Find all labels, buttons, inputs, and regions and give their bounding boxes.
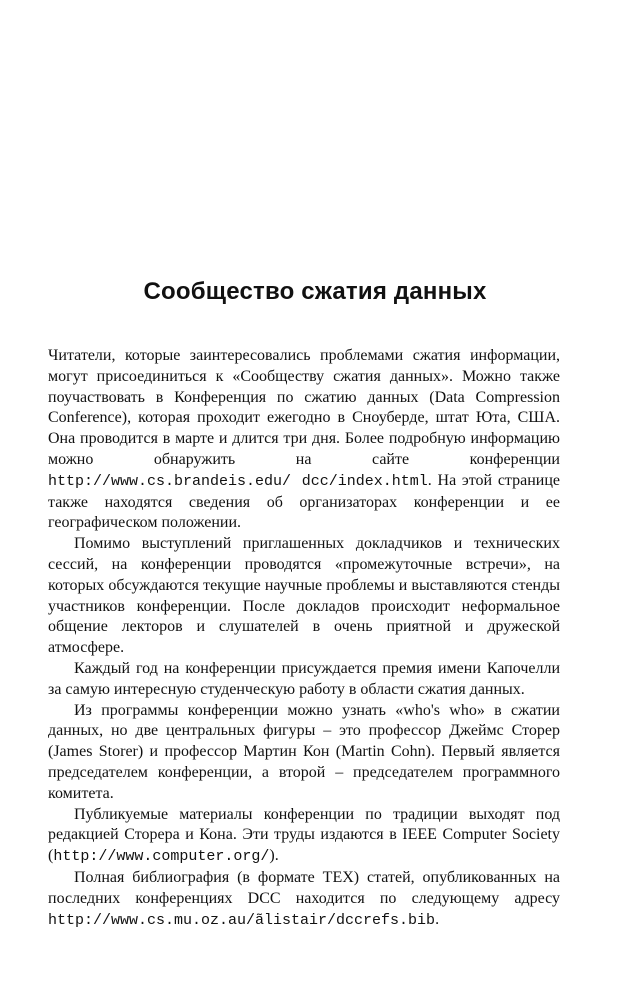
paragraph-bibliography xyxy=(48,868,560,931)
paragraph-bibliography-text: Полная библиография (в формате TEX) статей, опубликованных на последних конференциях DCC находится по следующему адресу xyxy=(48,868,560,907)
page-title: Сообщество сжатия данных xyxy=(143,278,487,305)
paragraph-sessions: Помимо выступлений приглашенных докладчиков и технических сессий, на конференции проводятся «промежуточные встречи», на которых обсуждаются текущие научные проблемы и выставляются стенды участников конференции. После докладов происходит неформальное общение лекторов и слушателей в очень приятной и дружеской атмосфере. xyxy=(48,535,560,657)
paragraph-bibliography-text-end: . xyxy=(435,910,440,928)
paragraph-proceedings-text: Публикуемые материалы конференции по традиции выходят под редакцией Сторера и Кона. Эти труды издаются в IEEE Computer Society ( xyxy=(48,805,560,865)
bibliography-url-link[interactable]: http://www.cs.mu.oz.au/ãlistair/dccrefs.bib xyxy=(48,911,436,929)
computer-org-url-link[interactable]: http://www.computer.org/ xyxy=(53,848,270,866)
paragraph-prize: Каждый год на конференции присуждается премия имени Капочелли за самую интересную студенческую работу в области сжатия данных. xyxy=(48,659,560,698)
paragraph-intro-text: Читатели, которые заинтересовались проблемами сжатия информации, могут присоединиться к «Сообществу сжатия данных». Можно также поучаствовать в Конференция по сжатию данных (Data Compression Conference), которая проходит ежегодно в Сноуберде, штат Юта, США. Она проводится в марте и длится три дня. Более подробную информацию можно обнаружить на сайте конференции xyxy=(48,347,560,468)
dcc-url-link[interactable]: http://www.cs.brandeis.edu/ dcc/index.html xyxy=(48,472,428,490)
paragraph-proceedings xyxy=(48,805,560,868)
paragraph-proceedings-text-end: ). xyxy=(269,847,279,865)
body-text xyxy=(48,346,560,931)
paragraph-organizers: Из программы конференции можно узнать «who's who» в сжатии данных, но две центральных фигуры – это профессор Джеймс Сторер (James Storer) и профессор Мартин Кон (Martin Cohn). Первый является председателем конференции, а второй – председателем программного комитета. xyxy=(48,701,560,802)
paragraph-intro xyxy=(48,346,560,534)
paragraph-intro-text-end: . На этой странице также находятся сведения об организаторах конференции и ее географическом положении. xyxy=(48,471,561,532)
